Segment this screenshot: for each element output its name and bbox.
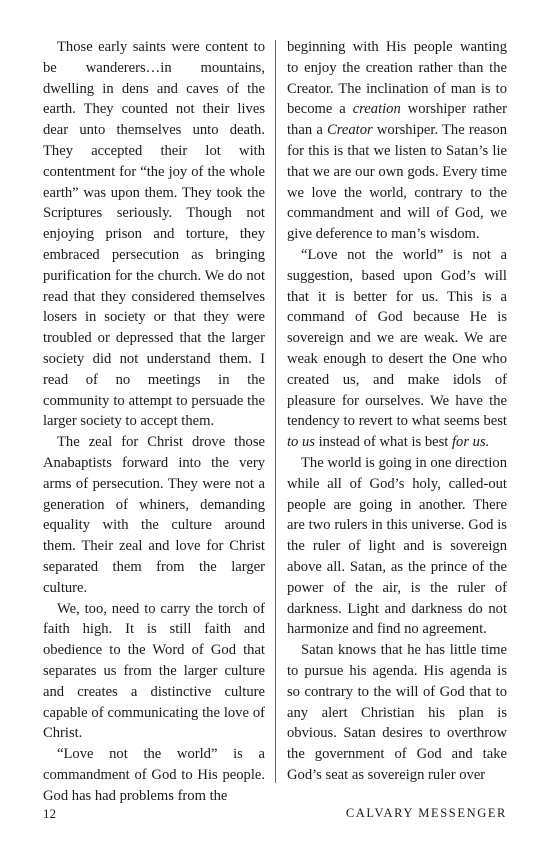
emphasis: for us. bbox=[451, 434, 490, 451]
text-run: instead of what is best bbox=[314, 434, 452, 451]
column-divider bbox=[275, 40, 276, 783]
right-column bbox=[287, 37, 507, 786]
paragraph: “Love not the world” is a commandment of God to His people. God has had problems from the bbox=[43, 746, 265, 804]
text-run: “Love not the world” is not a suggestion, based upon God’s will that it is better for us. This is a command of God because He is sovereign and we are weak. We are weak enough to desert the One who created us, and make idols of pleasure for ourselves. We have the tendency to revert to what seems best bbox=[287, 246, 507, 430]
paragraph bbox=[287, 37, 507, 245]
text-run: worshiper. The reason for this is that we listen to Satan’s lie that we are our own gods. Every time we love the world, contrary to the commandment and will of God, we give deference to man’s wisdom. bbox=[287, 122, 507, 243]
page-number: 12 bbox=[43, 806, 56, 821]
emphasis: to us bbox=[287, 434, 315, 451]
left-column bbox=[43, 37, 265, 806]
paragraph: Those early saints were content to be wanderers…in mountains, dwelling in dens and caves of the earth. They counted not their lives dear unto themselves unto death. They accepted their lot with contentment for “the joy of the whole earth” was upon them. They took the Scriptures seriously. Though not enjoying prison and torture, they embraced persecution as bringing purification for the church. We do not read that they considered themselves losers in society or that they were troubled or depressed that the larger society did not understand them. I read of no meetings in the community to attempt to persuade the larger society to accept them. bbox=[43, 39, 265, 430]
paragraph: We, too, need to carry the torch of faith high. It is still faith and obedience to the Word of God that separates us from the larger culture and creates a distinctive culture capable of communicating the love of Christ. bbox=[43, 600, 265, 742]
emphasis: creation bbox=[352, 101, 401, 118]
paragraph: The world is going in one direction while all of God’s holy, called-out people are going in another. There are two rulers in this universe. God is the ruler of light and is sovereign above all. Satan, as the prince of the power of the air, is the ruler of darkness. Light and darkness do not harmonize and find no agreement. bbox=[287, 454, 507, 638]
paragraph bbox=[287, 245, 507, 453]
running-head: CALVARY MESSENGER bbox=[345, 806, 507, 820]
paragraph: The zeal for Christ drove those Anabaptists forward into the very arms of persecution. They were not a generation of whiners, demanding equality with the culture around them. Their zeal and love for Christ separated them from the larger culture. bbox=[43, 434, 265, 596]
paragraph: Satan knows that he has little time to pursue his agenda. His agenda is so contrary to the will of God that to any alert Christian his plan is obvious. Satan desires to overthrow the government of God and take God’s seat as sovereign ruler over bbox=[287, 642, 507, 783]
text-run: worshiper rather than a bbox=[287, 101, 507, 139]
emphasis: Creator bbox=[327, 122, 373, 139]
text-run: beginning with His people wanting to enjoy the creation rather than the Creator. The inclination of man is to become a bbox=[287, 39, 507, 118]
